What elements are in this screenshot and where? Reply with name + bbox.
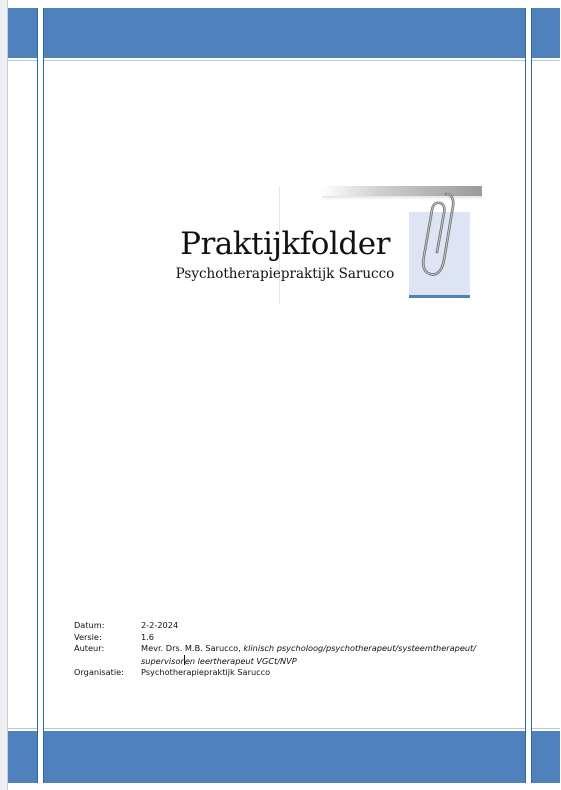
organisatie-value[interactable]: Psychotherapiepraktijk Sarucco — [141, 667, 271, 677]
title-shadow-fade — [322, 196, 482, 200]
versie-label: Versie: — [74, 631, 102, 642]
datum-label: Datum: — [74, 620, 105, 630]
meta-row-organisatie — [74, 667, 501, 679]
meta-row-datum — [74, 620, 501, 632]
document-metadata — [74, 620, 501, 679]
footer-band — [8, 731, 560, 783]
header-divider — [8, 60, 560, 61]
datum-value[interactable]: 2-2-2024 — [141, 620, 179, 630]
versie-value[interactable]: 1.6 — [141, 631, 155, 642]
auteur-value[interactable] — [141, 643, 501, 667]
auteur-role-line2a: supervisor — [141, 655, 184, 666]
meta-row-versie — [74, 632, 501, 644]
paperclip-icon — [418, 188, 458, 280]
document-subtitle: Psychotherapiepraktijk Sarucco — [175, 266, 395, 282]
right-frame-line-inner — [525, 8, 526, 783]
page-left-margin — [0, 0, 8, 790]
auteur-name: Mevr. Drs. M.B. Sarucco, — [141, 643, 241, 653]
title-shadow-bar — [322, 186, 482, 196]
organisatie-label: Organisatie: — [74, 667, 124, 677]
auteur-role-line1: klinisch psycholoog/psychotherapeut/systeemtherapeut/ — [243, 643, 477, 653]
right-frame-line-outer — [531, 8, 532, 783]
header-band — [8, 8, 560, 58]
paperclip-card-underline — [409, 295, 470, 298]
auteur-role-line2b: en leertherapeut VGCt/NVP — [184, 655, 297, 666]
document-title: Praktijkfolder — [180, 226, 390, 262]
meta-row-auteur — [74, 643, 501, 667]
footer-divider — [8, 728, 560, 729]
auteur-label: Auteur: — [74, 643, 105, 653]
left-frame-line-outer — [37, 8, 38, 783]
